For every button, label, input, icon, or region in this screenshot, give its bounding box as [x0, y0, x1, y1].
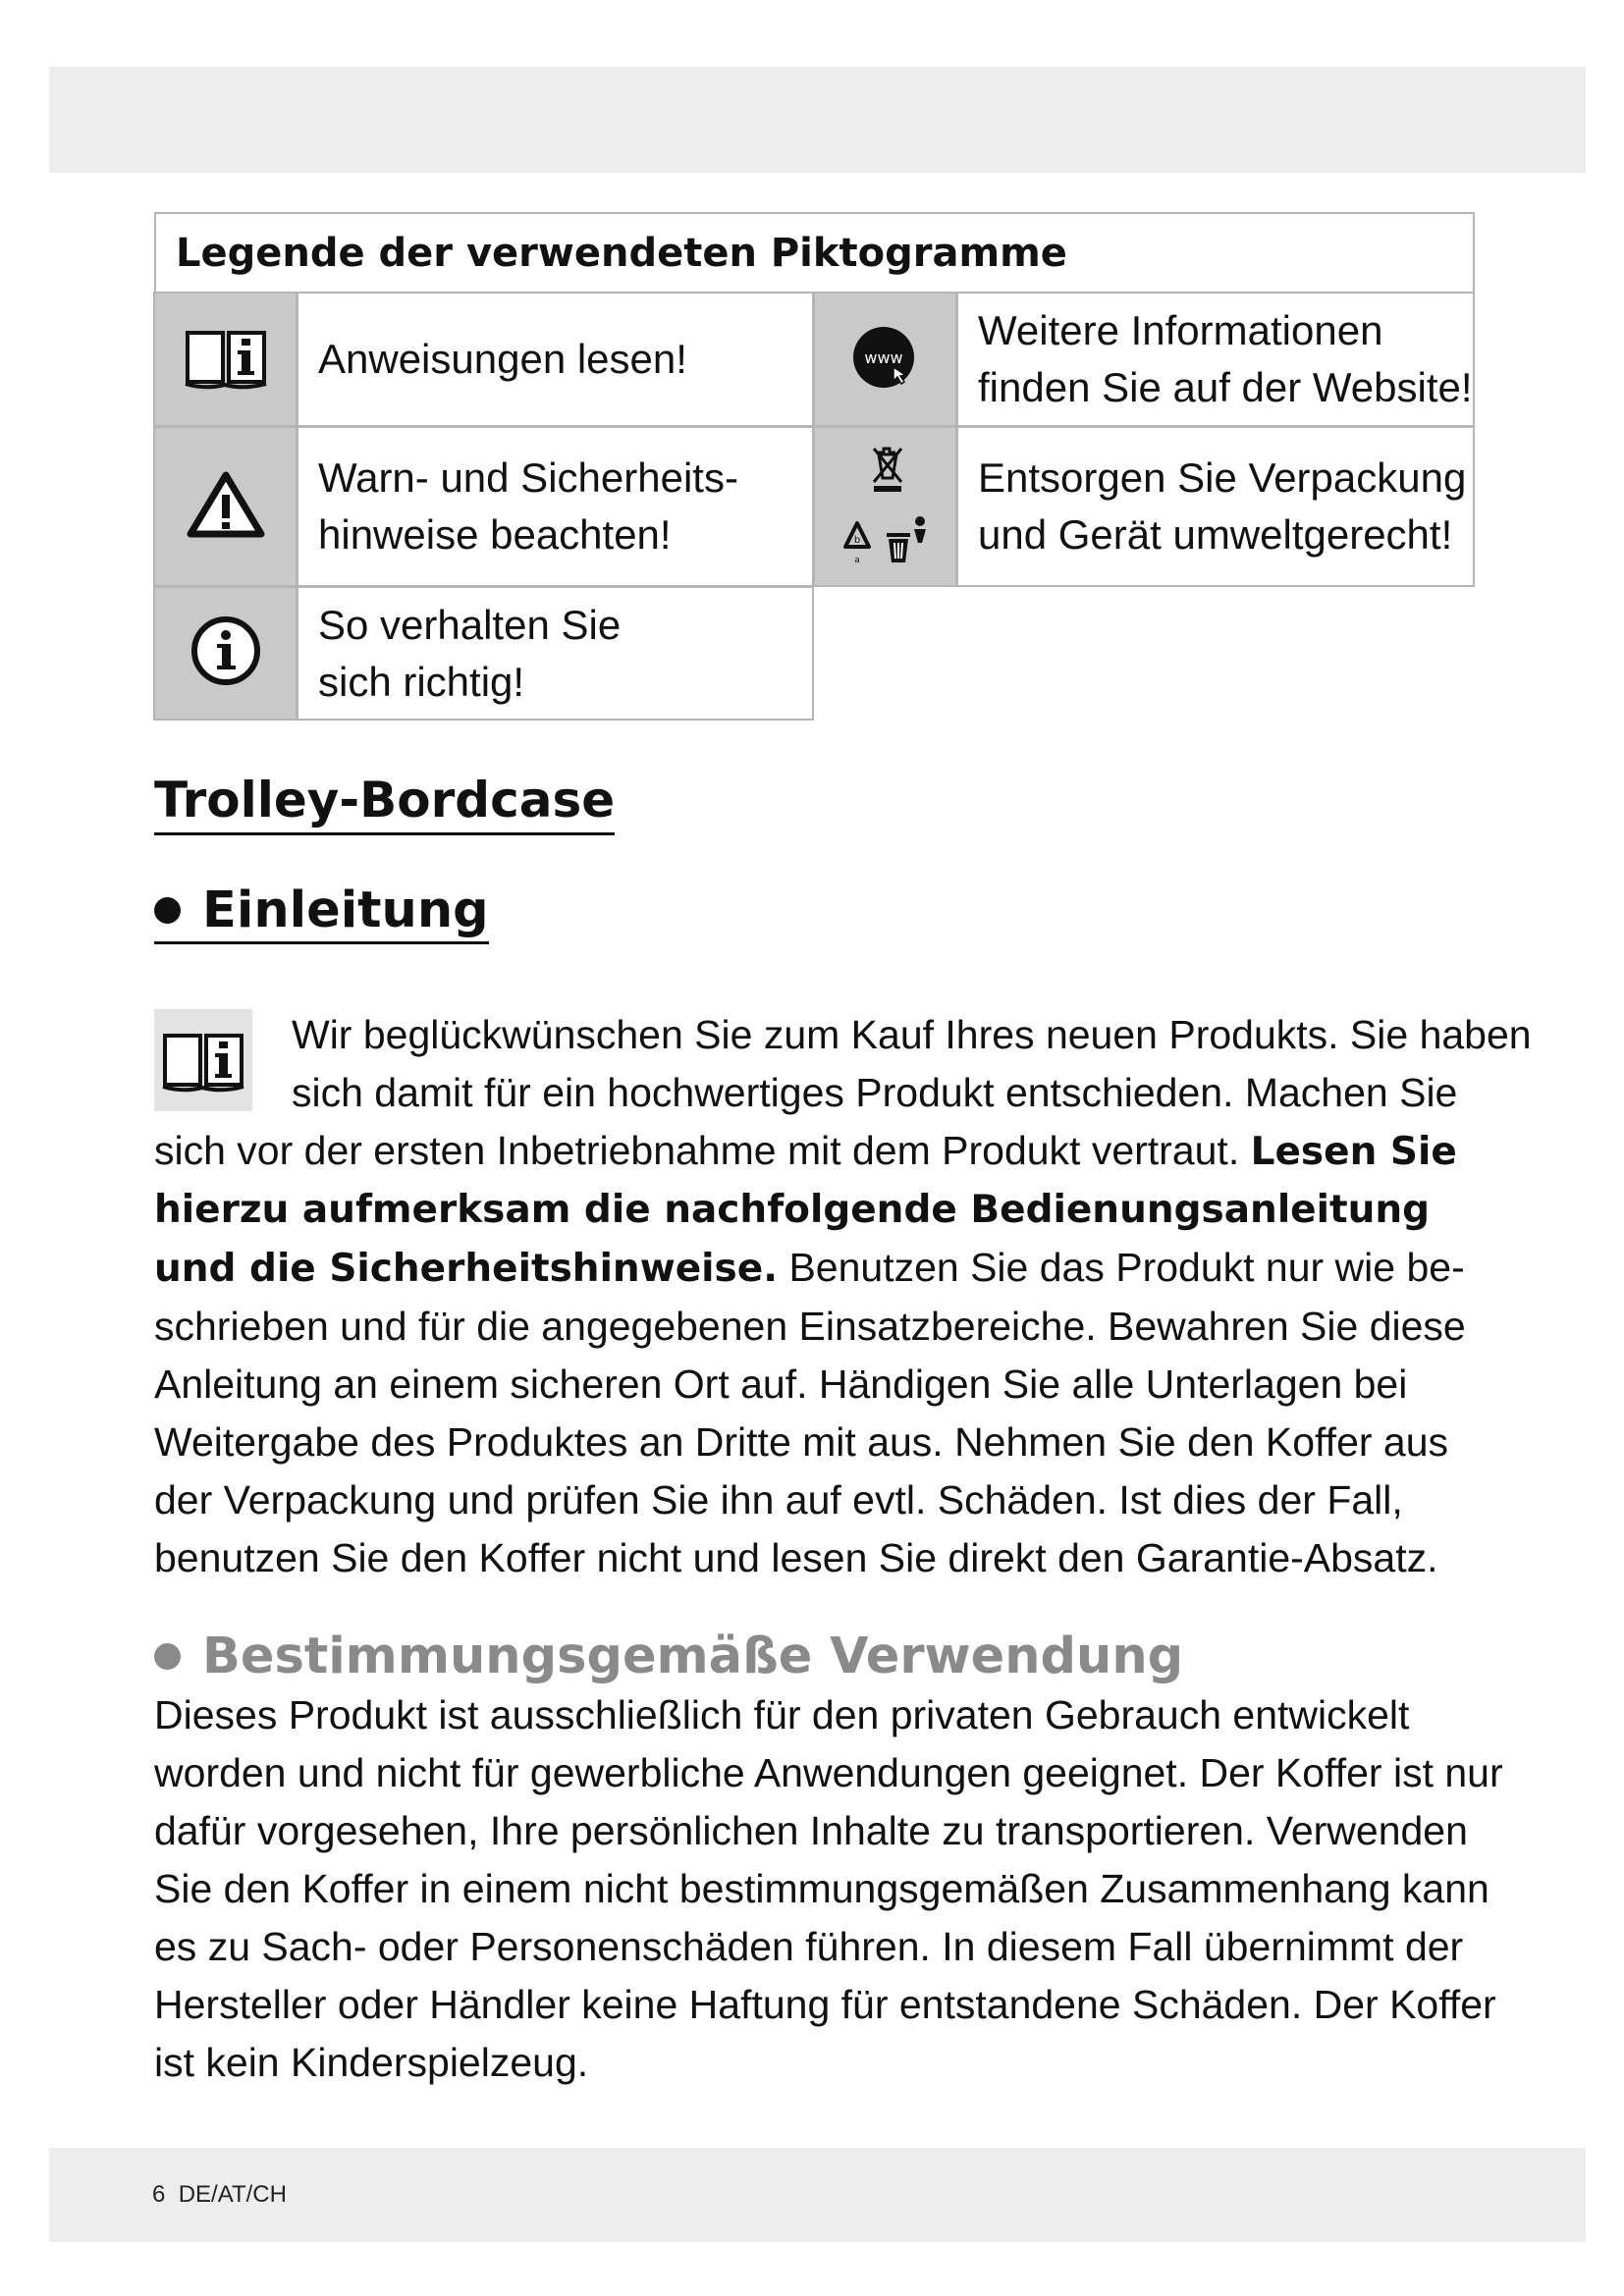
legend-text-warning: Warn- und Sicherheits- hinweise beachten!: [297, 426, 814, 587]
disposal-icon: [832, 441, 940, 573]
legend-icon-cell: [153, 426, 298, 587]
bullet-icon: [154, 1643, 181, 1670]
www-icon: [850, 322, 921, 398]
pictogram-legend: [154, 212, 1475, 721]
warning-icon: [187, 469, 265, 545]
section-heading-usage: Bestimmungsgemäße Verwendung: [154, 1628, 1183, 1685]
book-info-icon: [184, 323, 268, 397]
legend-text-disposal: Entsorgen Sie Verpackung und Gerät umweltgerecht!: [956, 426, 1475, 587]
locale-label: DE/AT/CH: [178, 2181, 287, 2208]
intro-paragraph: sich vor der ersten Inbetriebnahme mit dem Produkt vertraut. Lesen Sie hierzu aufmerksam die nachfolgende Bedienungsanleitung und die Sicherheitshinweise. Benutzen Sie das Produkt nur wie be- schrieben und für die angegebenen Einsatzbereiche. Bewahren Sie diese Anleitung an einem sicheren Ort auf. Händigen Sie alle Unterlagen bei Weitergabe des Produktes an Dritte mit aus. Nehmen Sie den Koffer aus der Verpackung und prüfen Sie ihn auf evtl. Schäden. Ist dies der Fall, benutzen Sie den Koffer nicht und lesen Sie direkt den Garantie-Absatz.: [154, 1128, 1466, 1580]
legend-title: Legende der verwendeten Piktogramme: [154, 212, 1475, 293]
book-info-icon: [154, 1009, 252, 1111]
header-band: [49, 67, 1586, 173]
svg-text:b: b: [853, 534, 860, 546]
svg-text:www: www: [863, 347, 903, 367]
section-heading-intro: Einleitung: [154, 881, 489, 944]
bullet-icon: [154, 897, 181, 924]
info-circle-icon: [189, 614, 263, 693]
product-title: Trolley-Bordcase: [154, 772, 615, 835]
page-footer: [152, 2181, 287, 2209]
legend-icon-cell: [813, 426, 957, 587]
legend-text-behavior: So verhalten Sie sich richtig!: [297, 586, 814, 721]
legend-icon-cell: [153, 292, 298, 427]
usage-paragraph: Dieses Produkt ist ausschließlich für den privaten Gebrauch entwickelt worden und nicht für gewerbliche Anwendungen geeignet. Der Koffer ist nur dafür vorgesehen, Ihre persönlichen Inhalte zu transportieren. Verwenden Sie den Koffer in einem nicht bestimmungsgemäßen Zusammenhang kann es zu Sach- oder Personenschäden führen. In diesem Fall übernimmt der Hersteller oder Händler keine Haftung für entstandene Schäden. Der Koffer ist kein Kinderspielzeug.: [154, 1692, 1503, 2085]
legend-icon-cell: [813, 292, 957, 427]
svg-text:a: a: [853, 555, 860, 565]
legend-text-read: Anweisungen lesen!: [297, 292, 814, 427]
legend-icon-cell: [153, 586, 298, 721]
page-number: 6: [152, 2181, 166, 2208]
legend-text-website: Weitere Informationen finden Sie auf der Website!: [956, 292, 1475, 427]
intro-paragraph-indented: Wir beglückwünschen Sie zum Kauf Ihres neuen Produkts. Sie haben sich damit für ein hochwertiges Produkt entschieden. Machen Sie: [292, 1012, 1532, 1115]
